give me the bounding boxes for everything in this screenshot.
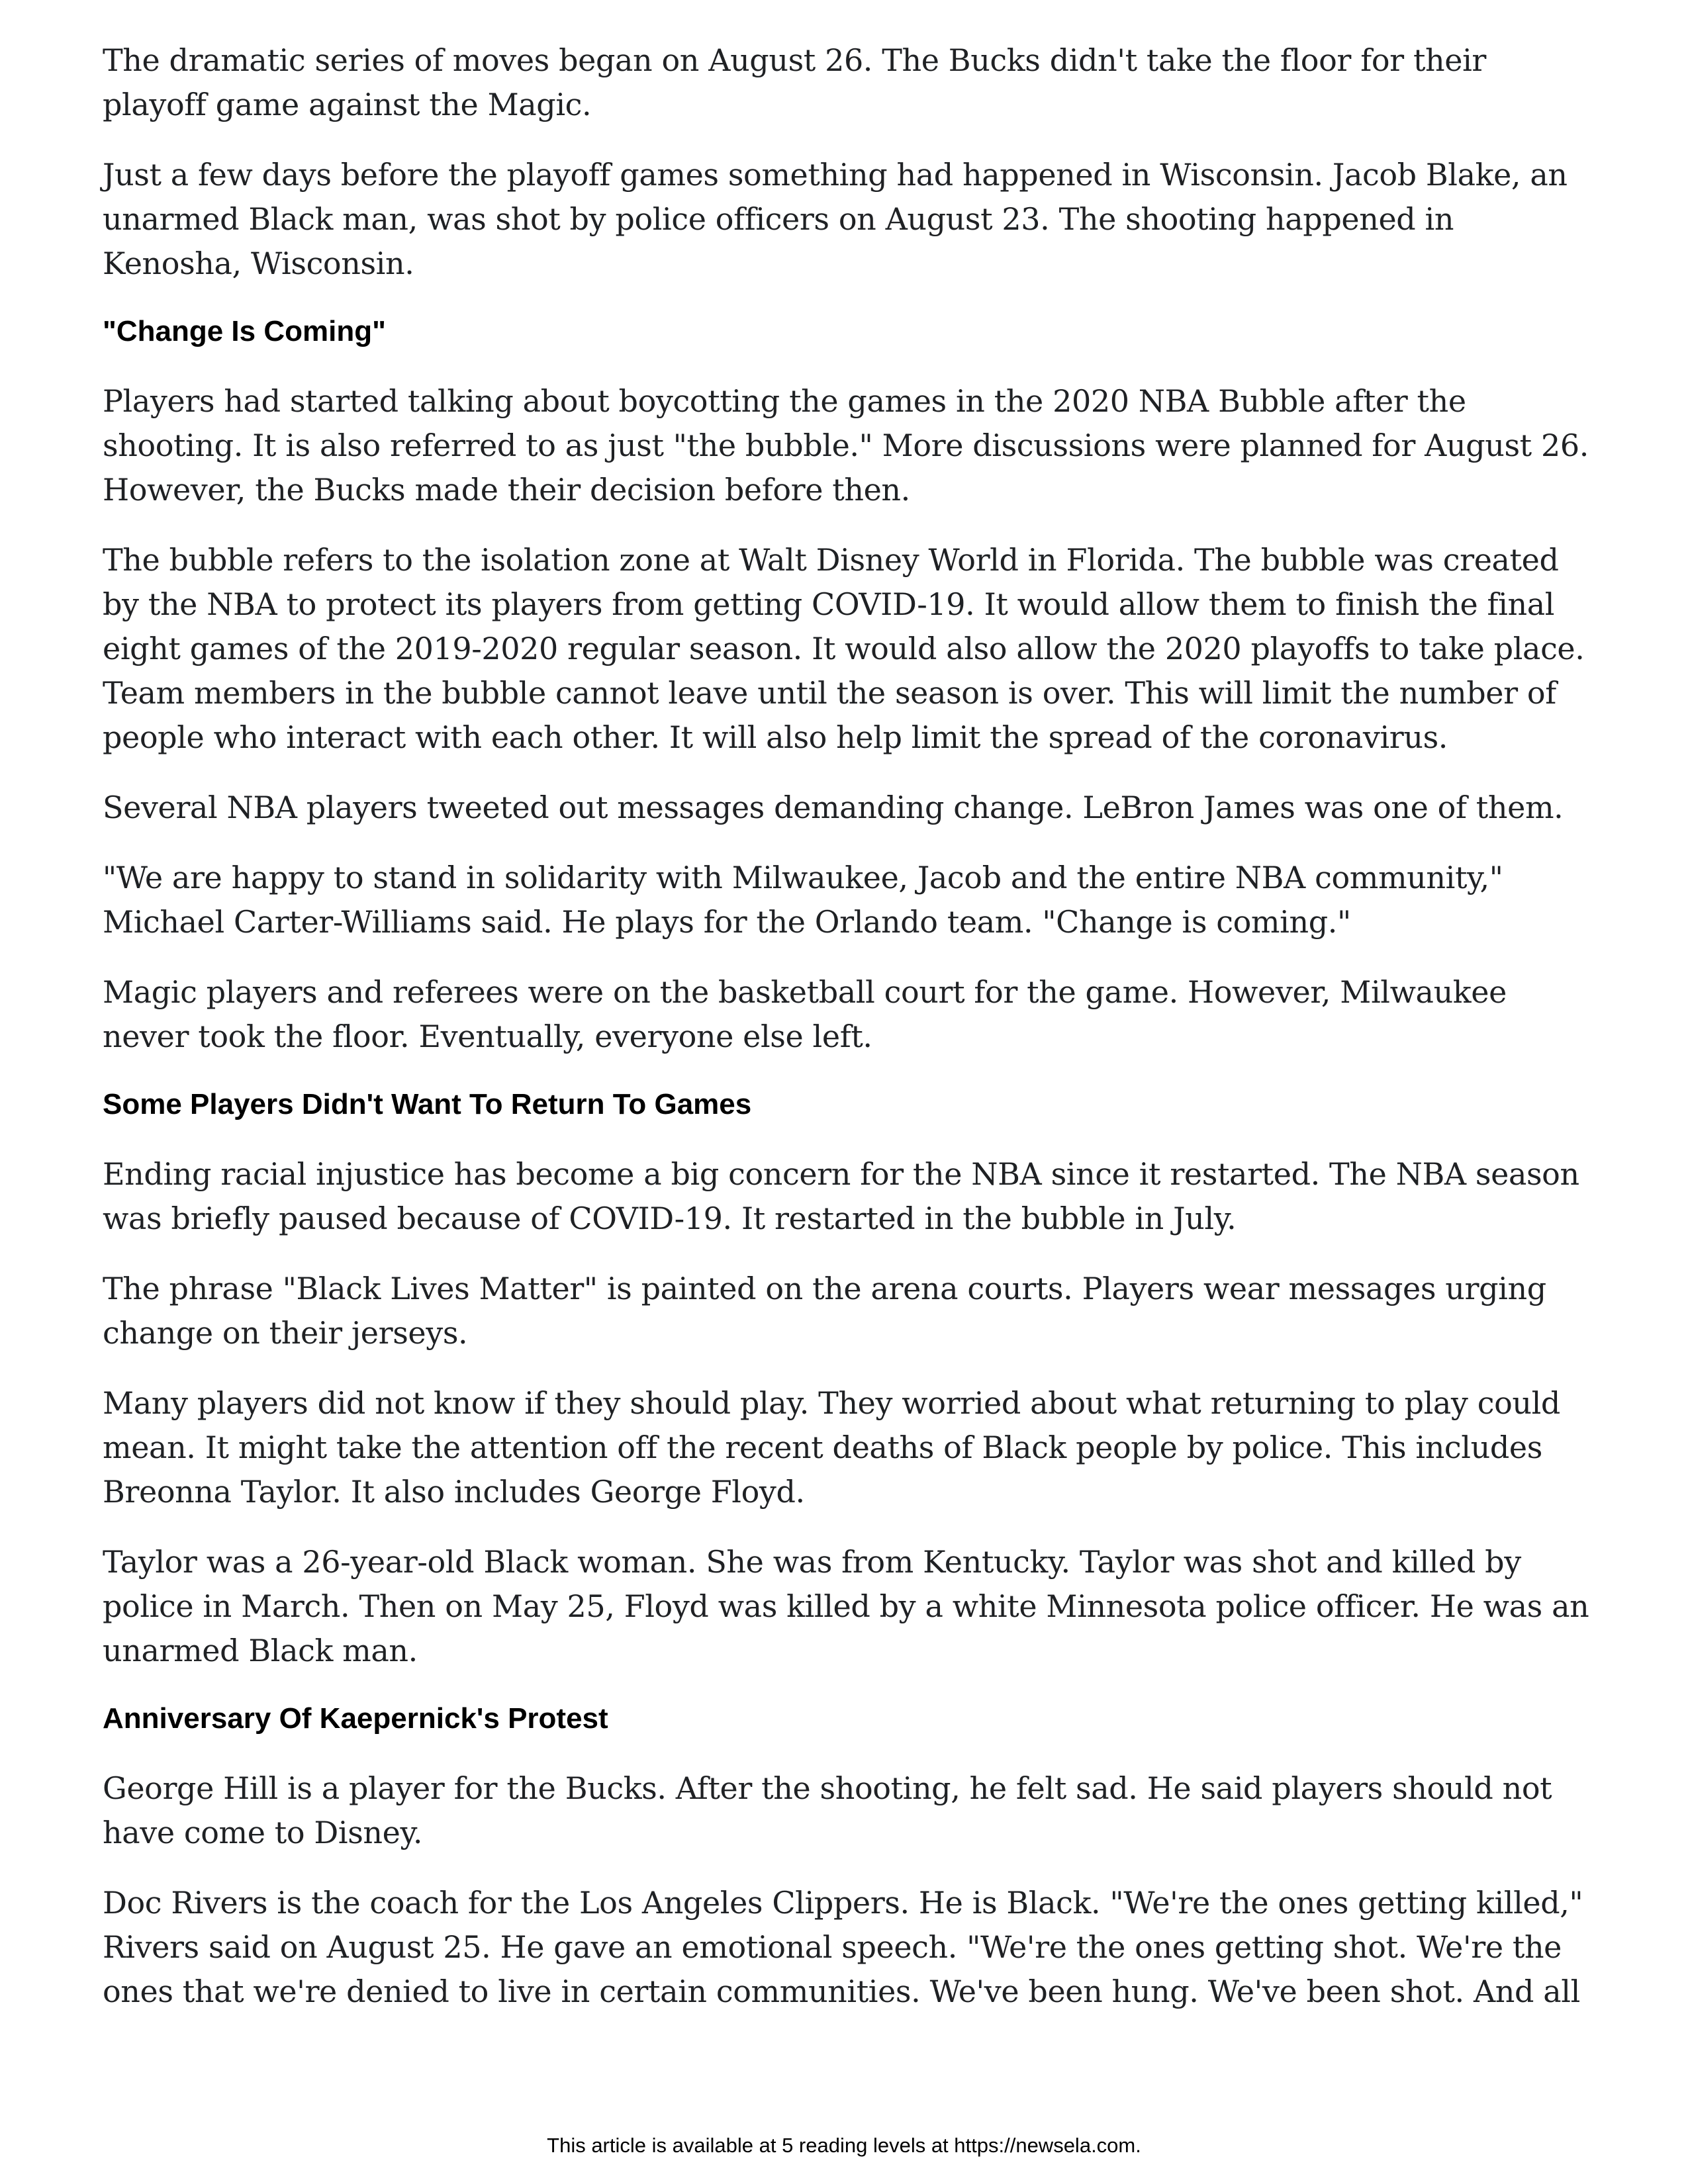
paragraph-7: Magic players and referees were on the basketball court for the game. However, Milwaukee never took the floor. Eventually, everyone else left. — [103, 974, 1507, 1054]
section-heading-change-is-coming: "Change Is Coming" — [103, 315, 386, 347]
paragraph-8: Ending racial injustice has become a big concern for the NBA since it restarted. The NBA season was briefly paused because of COVID-19. It restarted in the bubble in July. — [103, 1156, 1579, 1236]
paragraph-2: Just a few days before the playoff games something had happened in Wisconsin. Jacob Blake, an unarmed Black man, was shot by police officers on August 23. The shooting happened in Kenosha, Wisconsin. — [103, 157, 1568, 281]
paragraph-10: Many players did not know if they should play. They worried about what returning to play could mean. It might take the attention off the recent deaths of Black people by police. This includes Breonna Taylor. It also includes George Floyd. — [103, 1385, 1560, 1510]
paragraph-6: "We are happy to stand in solidarity with Milwaukee, Jacob and the entire NBA community," Michael Carter-Williams said. He plays for the Orlando team. "Change is coming." — [103, 860, 1503, 940]
paragraph-9: The phrase "Black Lives Matter" is painted on the arena courts. Players wear messages urging change on their jerseys. — [103, 1271, 1546, 1351]
paragraph-1: The dramatic series of moves began on August 26. The Bucks didn't take the floor for their playoff game against the Magic. — [103, 42, 1486, 122]
paragraph-12: George Hill is a player for the Bucks. After the shooting, he felt sad. He said players should not have come to Disney. — [103, 1770, 1552, 1850]
section-heading-anniversary: Anniversary Of Kaepernick's Protest — [103, 1702, 608, 1735]
paragraph-4: The bubble refers to the isolation zone at Walt Disney World in Florida. The bubble was created by the NBA to protect its players from getting COVID-19. It would allow them to finish the final eight games of the 2019-2020 regular season. It would also allow the 2020 playoffs to take place. Team members in the bubble cannot leave until the season is over. This will limit the number of people who interact with each other. It will also help limit the spread of the coronavirus. — [103, 542, 1585, 755]
paragraph-5: Several NBA players tweeted out messages demanding change. LeBron James was one of them. — [103, 790, 1564, 825]
section-heading-some-players: Some Players Didn't Want To Return To Games — [103, 1088, 752, 1120]
paragraph-11: Taylor was a 26-year-old Black woman. She was from Kentucky. Taylor was shot and killed by police in March. Then on May 25, Floyd was killed by a white Minnesota police officer. He was an unarmed Black man. — [103, 1544, 1589, 1668]
article-body — [103, 38, 1599, 2040]
page-footer: This article is available at 5 reading levels at https://newsela.com. — [547, 2134, 1141, 2157]
paragraph-13: Doc Rivers is the coach for the Los Angeles Clippers. He is Black. "We're the ones getting killed," Rivers said on August 25. He gave an emotional speech. "We're the ones getting shot. We're the ones that we're denied to live in certain communities. We've been hung. We've been shot. And all — [103, 1885, 1583, 2009]
paragraph-3: Players had started talking about boycotting the games in the 2020 NBA Bubble after the shooting. It is also referred to as just "the bubble." More discussions were planned for August 26. However, the Bucks made their decision before then. — [103, 383, 1589, 508]
